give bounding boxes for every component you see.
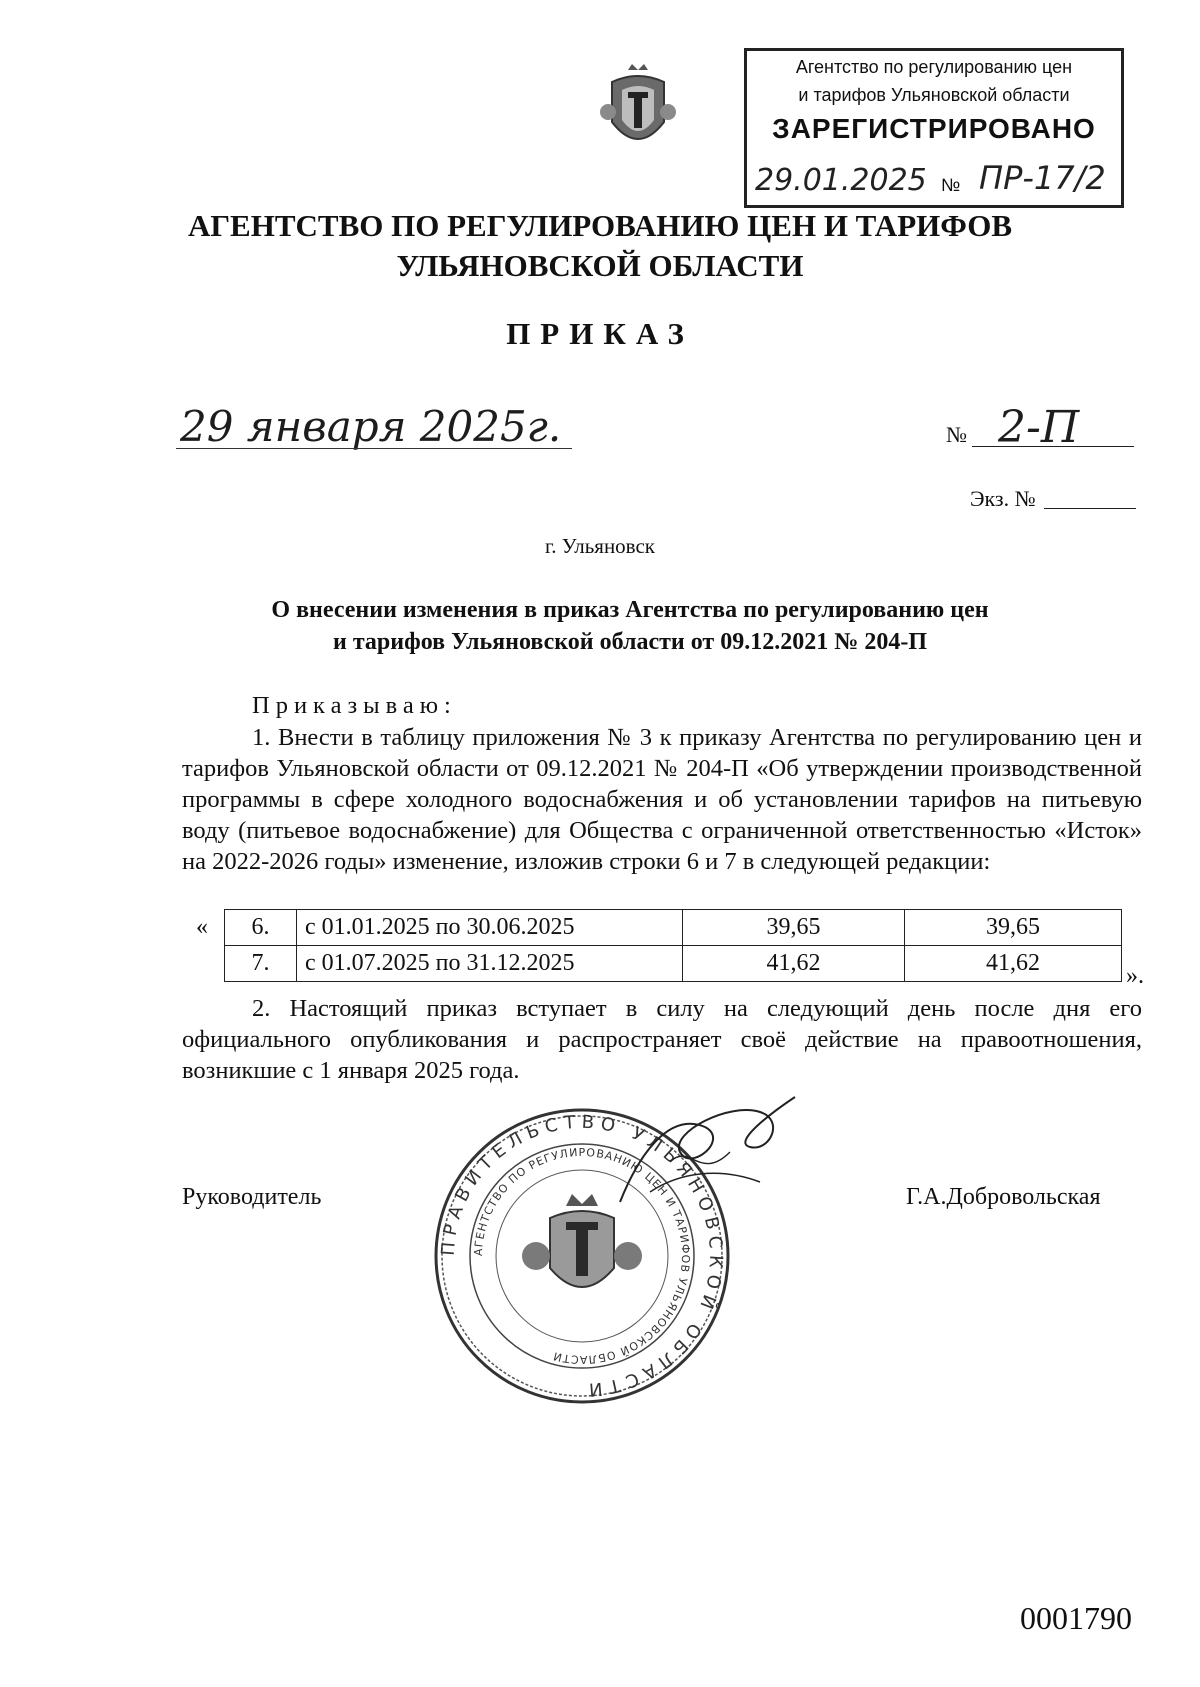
row-number: 7.: [225, 946, 297, 982]
order-subject: [180, 594, 1080, 658]
row-number: 6.: [225, 910, 297, 946]
coat-of-arms-icon: [598, 64, 678, 160]
reg-stamp-line1: Агентство по регулированию цен: [795, 57, 1073, 77]
table-row: [225, 946, 1122, 982]
order-word: Приказываю:: [252, 692, 457, 719]
row-value-2: 41,62: [905, 946, 1122, 982]
agency-title-line2: УЛЬЯНОВСКОЙ ОБЛАСТИ: [396, 248, 804, 283]
seal-inner-text: АГЕНТСТВО ПО РЕГУЛИРОВАНИЮ ЦЕН И ТАРИФОВ УЛЬЯНОВСКОЙ ОБЛАСТИ: [471, 1145, 693, 1367]
signature-icon: [610, 1092, 800, 1222]
agency-title-line1: АГЕНТСТВО ПО РЕГУЛИРОВАНИЮ ЦЕН И ТАРИФОВ: [187, 208, 1013, 243]
paragraph-2: 2. Настоящий приказ вступает в силу на следующий день после дня его официального опубликования и распространяет своё действие на правоотношения, возникшие с 1 января 2025 года.: [182, 995, 1142, 1084]
opening-quote: «: [196, 914, 208, 940]
reg-stamp-date: 29.01.2025: [755, 163, 927, 198]
paragraph-1: 1. Внести в таблицу приложения № 3 к приказу Агентства по регулированию цен и тарифов Ульяновской области от 09.12.2021 № 204-П «Об утверждении производственной программы в сфере холодного водоснабжения и об установлении тарифов на питьевую воду (питьевое водоснабжение) для Общества с ограниченной ответственностью «Исток» на 2022-2026 годы» изменение, изложив строки 6 и 7 в следующей редакции:: [182, 724, 1142, 875]
reg-stamp-line2: и тарифов Ульяновской области: [798, 85, 1070, 105]
order-number-label: №: [946, 422, 967, 447]
subject-line2: и тарифов Ульяновской области от 09.12.2021 № 204-П: [333, 629, 927, 655]
row-value-1: 39,65: [683, 910, 905, 946]
date-underline: [176, 448, 572, 449]
signer-title: Руководитель: [182, 1184, 322, 1210]
copy-number-label: Экз. №: [970, 486, 1036, 511]
reg-stamp-number: ПР-17/2: [979, 159, 1106, 197]
registration-stamp: [744, 48, 1124, 208]
order-number-underline: [972, 446, 1134, 447]
table-row: [225, 910, 1122, 946]
handwritten-date: 29 января 2025г.: [180, 402, 562, 451]
closing-quote: ».: [1126, 963, 1144, 989]
handwritten-order-number: 2-П: [998, 402, 1080, 453]
row-value-1: 41,62: [683, 946, 905, 982]
document-type: ПРИКАЗ: [506, 316, 694, 351]
copy-number-underline: [1044, 508, 1136, 509]
row-period: с 01.01.2025 по 30.06.2025: [297, 910, 683, 946]
reg-stamp-number-label: №: [941, 175, 961, 195]
city: г. Ульяновск: [544, 534, 655, 558]
amendment-table: [224, 909, 1122, 982]
reg-stamp-title: ЗАРЕГИСТРИРОВАНО: [772, 113, 1096, 144]
row-period: с 01.07.2025 по 31.12.2025: [297, 946, 683, 982]
seal-outer-text: ПРАВИТЕЛЬСТВО УЛЬЯНОВСКОЙ ОБЛАСТИ: [437, 1111, 727, 1401]
signer-name: Г.А.Добровольская: [906, 1184, 1101, 1210]
subject-line1: О внесении изменения в приказ Агентства по регулированию цен: [271, 597, 989, 623]
row-value-2: 39,65: [905, 910, 1122, 946]
document-serial-number: 0001790: [1020, 1600, 1132, 1636]
agency-title: [130, 206, 1070, 286]
